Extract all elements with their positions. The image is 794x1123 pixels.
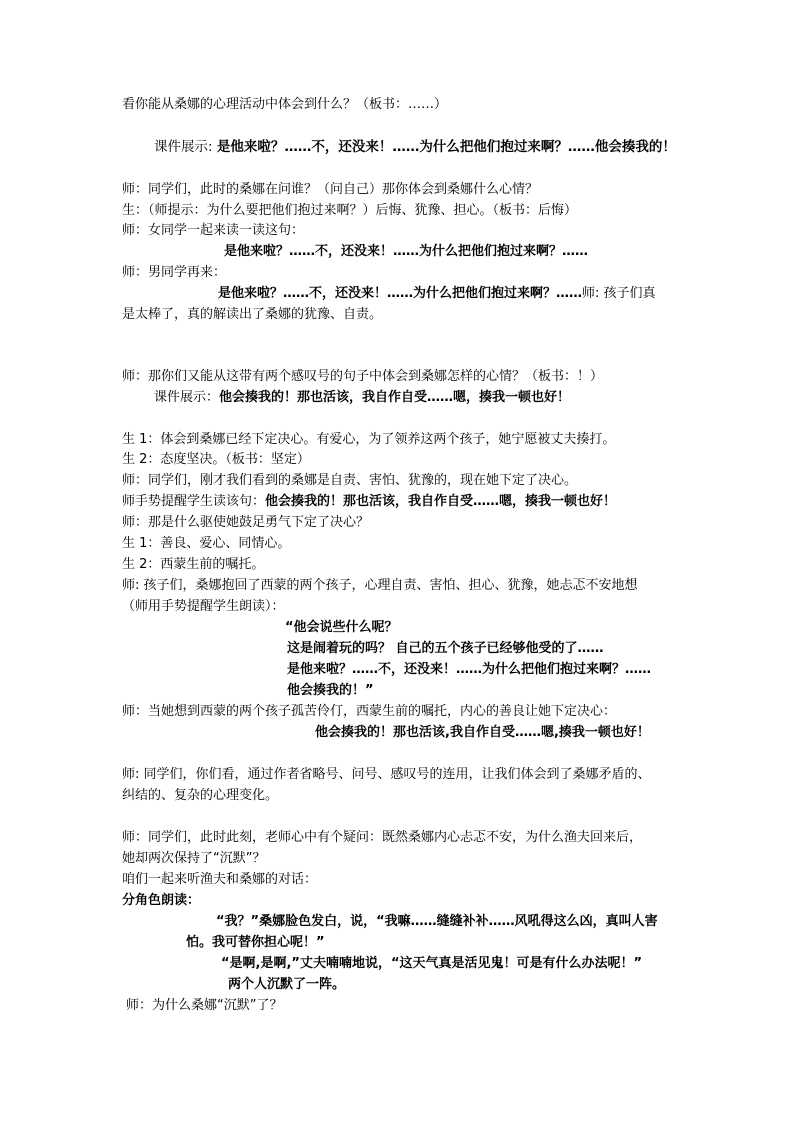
line-teacher-narration: 师: 孩子们，桑娜抱回了西蒙的两个孩子，心理自责、害怕、担心、犹豫，她忐忑不安地想	[122, 578, 638, 593]
line-why-silent: 师：为什么桑娜“沉默”了？	[126, 998, 283, 1013]
line-gesture-read	[122, 494, 616, 510]
line-exclamation-question: 师：那你们又能从这带有两个感叹号的句子中体会到桑娜怎样的心情？（板书：！）	[122, 369, 604, 384]
line-inner-monologue-2: 这是闹着玩的吗？ 自己的五个孩子已经够他受的了……	[287, 641, 604, 656]
line-role-reading: 分角色朗读：	[122, 893, 201, 908]
line-student-answer: 生：（师提示：为什么要把他们抱过来啊？）后悔、犹豫、担心。（板书：后悔）	[122, 203, 578, 218]
line-dialogue-sangna-1: “我？”桑娜脸色发白，说，“我嘛……缝缝补补……风吼得这么凶，真叫人害	[216, 914, 658, 929]
line-decision-narration: 师：当她想到西蒙的两个孩子孤苦伶仃，西蒙生前的嘱托，内心的善良让她下定决心：	[122, 704, 617, 719]
quote-boys-text: 是他来啦？……不，还没来！……为什么把他们抱过来啊？……	[218, 286, 583, 301]
line-inner-monologue-4: 他会揍我的！”	[287, 683, 374, 698]
courseware-label: 课件展示:	[154, 139, 217, 155]
line-what-drove: 师：那是什么驱使她鼓足勇气下定了决心？	[122, 515, 370, 530]
gesture-read-quote: 他会揍我的！那也活该，我自作自受……嗯，揍我一顿也好！	[265, 494, 617, 509]
line-gesture-prompt: （师用手势提醒学生朗读）：	[122, 599, 285, 614]
line-quote-girls: 是他来啦？……不，还没来！……为什么把他们抱过来啊？……	[224, 244, 589, 259]
line-student2-entrust: 生 2：西蒙生前的嘱托。	[122, 557, 265, 572]
courseware-quote: 是他来啦？……不，还没来！……为什么把他们抱过来啊？……他会揍我的！	[216, 139, 676, 155]
line-question-intro: 看你能从桑娜的心理活动中体会到什么？（板书：……）	[122, 97, 448, 112]
line-student1-answer: 生 1：体会到桑娜已经下定决心。有爱心，为了领养这两个孩子，她宁愿被丈夫揍打。	[122, 432, 616, 447]
line-silence-question: 她却两次保持了“沉默”？	[122, 851, 266, 866]
line-courseware-2	[154, 390, 570, 406]
courseware-label-2: 课件展示：	[154, 390, 220, 405]
line-student2-answer: 生 2：态度坚决。（板书：坚定）	[122, 452, 310, 467]
line-teacher-doubt: 师：同学们，此时此刻，老师心中有个疑问：既然桑娜内心忐忑不安，为什么渔夫回来后，	[122, 830, 643, 845]
line-listen-dialogue: 咱们一起来听渔夫和桑娜的对话：	[122, 872, 318, 887]
line-inner-monologue-3: 是他来啦？……不，还没来！……为什么把他们抱过来啊？……	[287, 662, 652, 677]
line-decision-quote: 他会揍我的！那也活该,我自作自受……嗯,揍我一顿也好！	[315, 725, 650, 740]
courseware-quote-2: 他会揍我的！那也活该，我自作自受……嗯，揍我一顿也好！	[219, 390, 571, 405]
line-quote-boys	[218, 286, 656, 302]
line-courseware-1	[154, 139, 676, 155]
line-teacher-question: 师：同学们，此时的桑娜在问谁？（问自己）那你体会到桑娜什么心情？	[122, 182, 539, 197]
line-girls-read: 师：女同学一起来读一读这句：	[122, 223, 305, 238]
teacher-praise-start: 师: 孩子们真	[582, 286, 656, 301]
line-dialogue-husband: “是啊,是啊,”丈夫喃喃地说，“这天气真是活见鬼！可是有什么办法呢！”	[221, 956, 643, 971]
line-both-silent: 两个人沉默了一阵。	[228, 977, 346, 992]
line-dialogue-sangna-2: 怕。我可替你担心呢！”	[186, 935, 325, 950]
line-inner-monologue-1: “他会说些什么呢？	[285, 620, 398, 635]
line-psychology-change: 纠结的、复杂的心理变化。	[122, 788, 279, 803]
line-boys-read: 师：男同学再来：	[122, 265, 227, 280]
line-student1-kindness: 生 1：善良、爱心、同情心。	[122, 536, 291, 551]
line-teacher-summary: 师：同学们，刚才我们看到的桑娜是自责、害怕、犹豫的，现在她下定了决心。	[122, 473, 578, 488]
line-punctuation-summary: 师: 同学们，你们看，通过作者省略号、问号、感叹号的连用，让我们体会到了桑娜矛盾的、	[122, 767, 651, 782]
line-teacher-praise: 是太棒了，真的解读出了桑娜的犹豫、自责。	[122, 307, 383, 322]
gesture-read-label: 师手势提醒学生读该句：	[122, 494, 266, 509]
